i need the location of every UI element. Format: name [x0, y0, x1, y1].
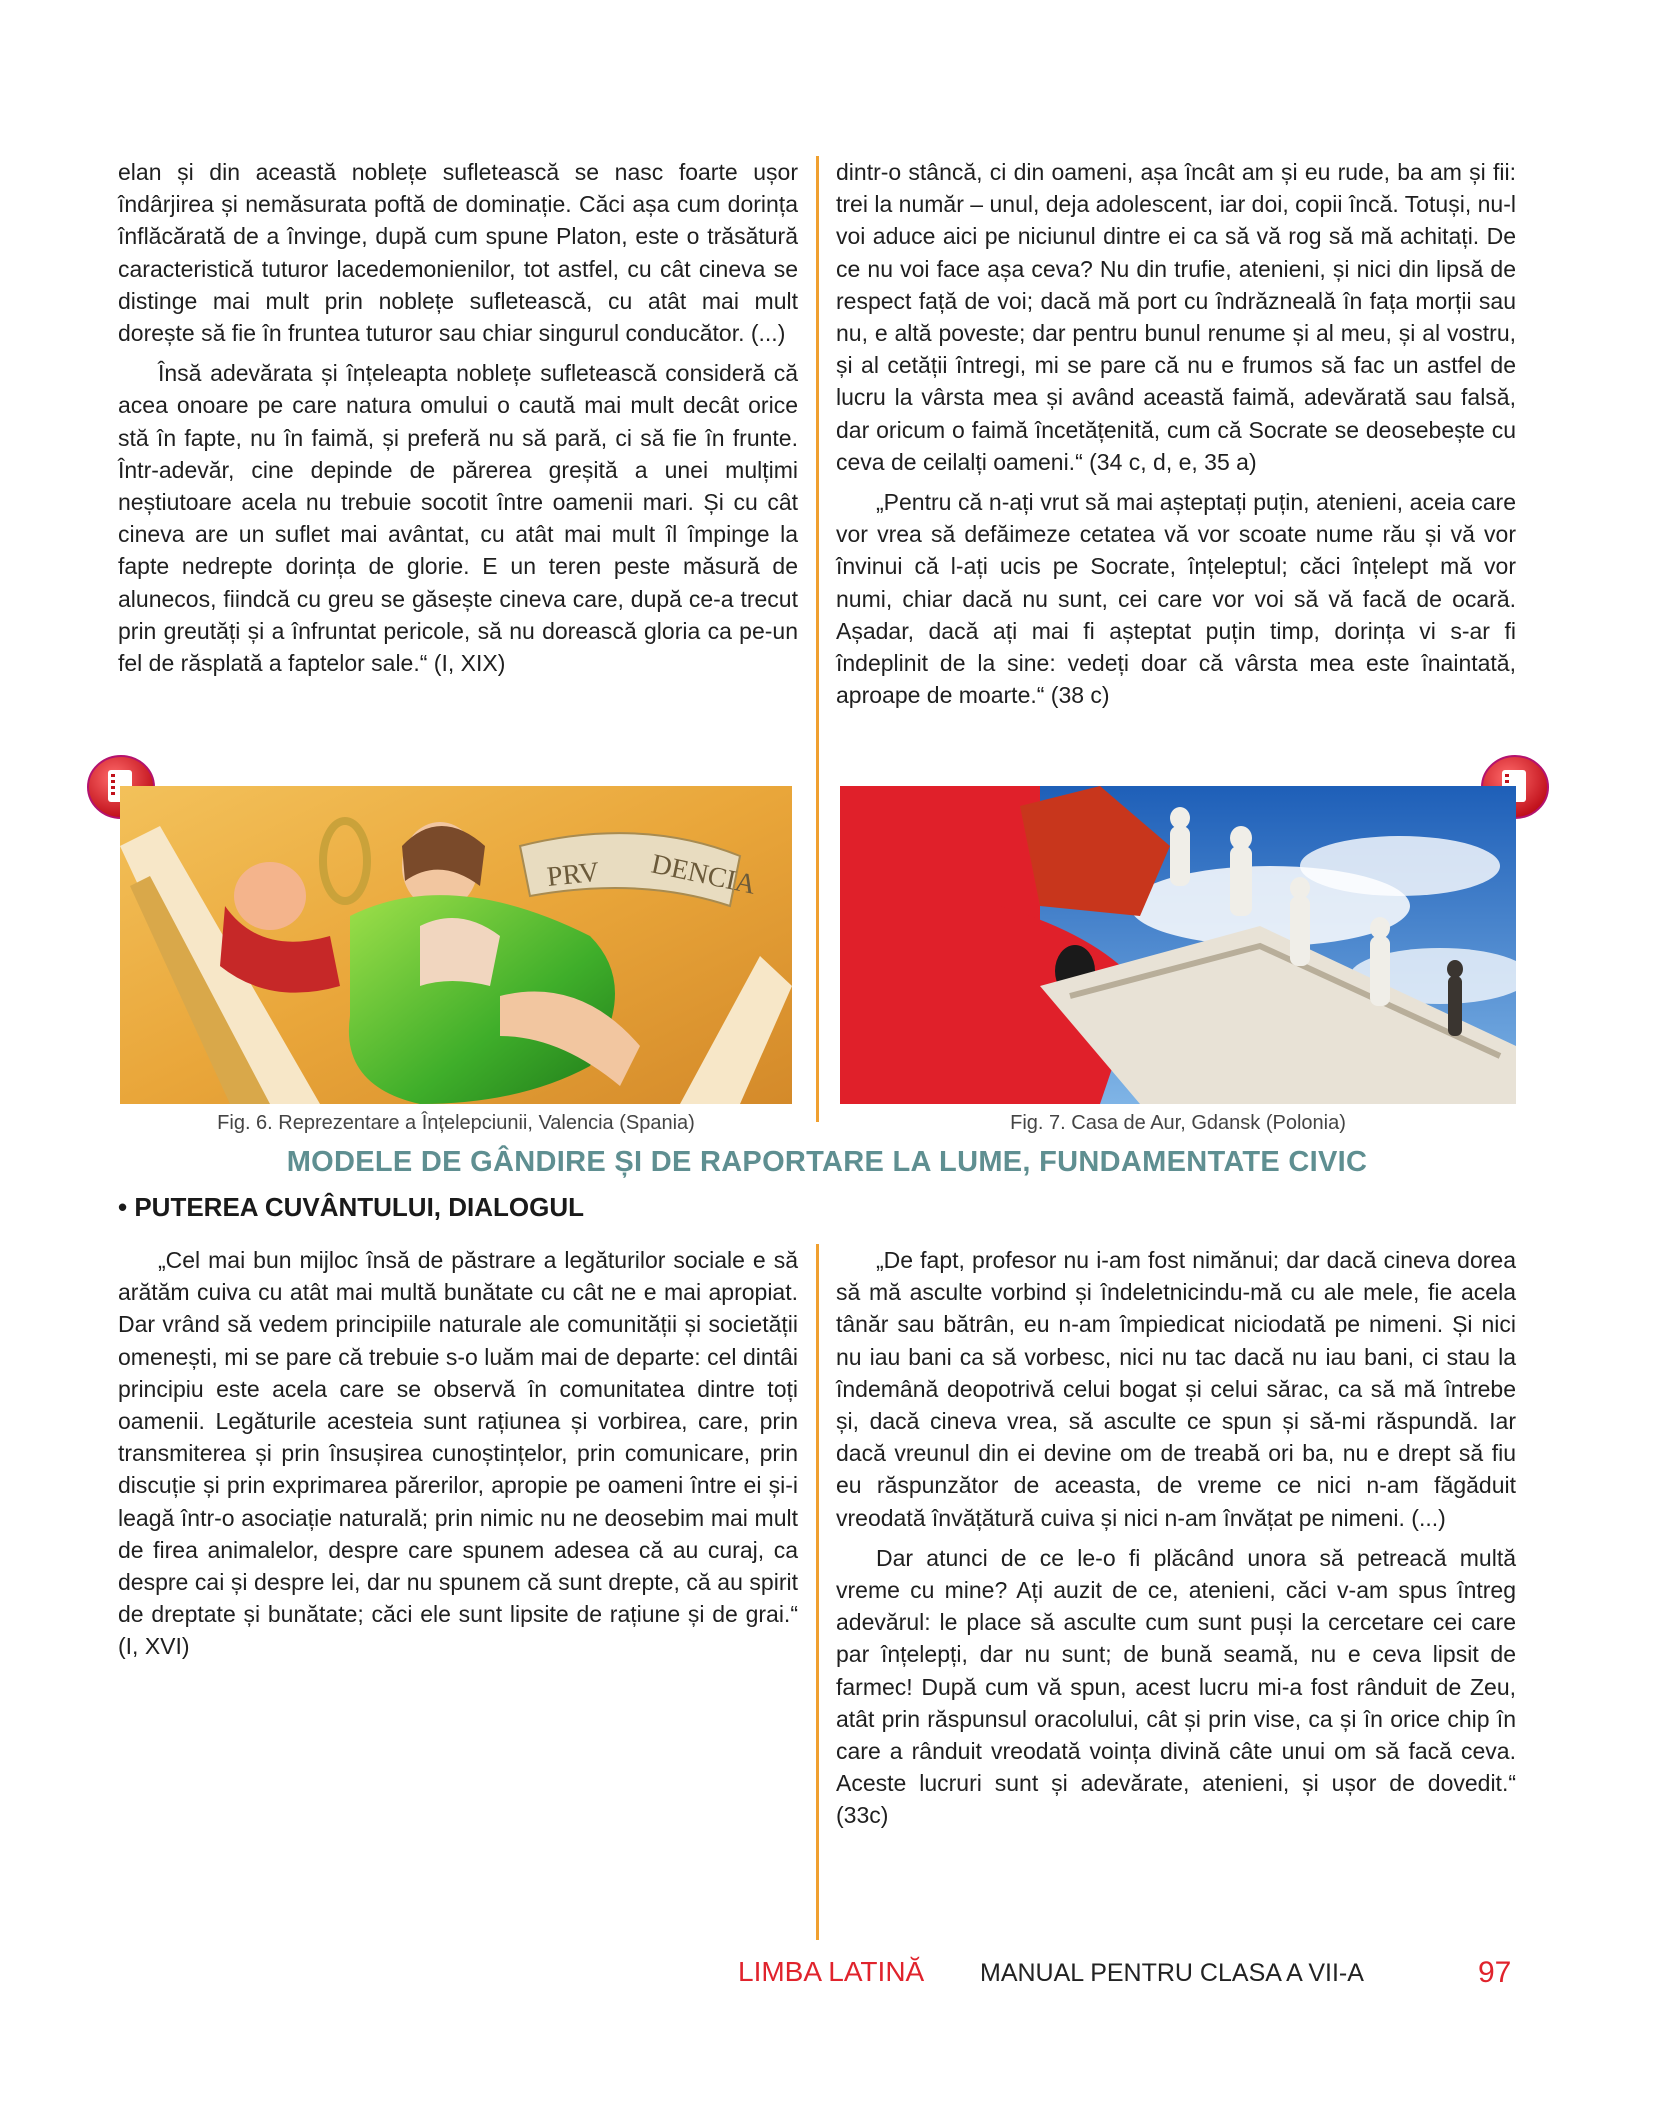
section-title: MODELE DE GÂNDIRE ȘI DE RAPORTARE LA LUME, FUNDAMENTATE CIVIC — [286, 1146, 1368, 1178]
bottom-left-column — [118, 1244, 798, 1671]
top-right-column — [836, 156, 1516, 719]
footer-subject: LIMBA LATINĂ — [738, 1956, 925, 1987]
paragraph: Dar atunci de ce le-o fi plăcând unora să petreacă multă vreme cu mine? Ați auzit de ce, atenieni, căci v-am spus întreg adevărul: le place să asculte cum sunt puși la cercetare cei care par înțelepți, dar nu sunt; de bună seamă, nu e ceva lipsit de farmec! După cum vă spun, acest lucru mi-a fost rânduit de Zeu, atât prin răspunsul oracolului, cât și prin vise, ca și în orice chip în care a rânduit vreodată voința divină câte unui om să facă ceva. Aceste lucruri sunt și adevărate, atenieni, și ușor de dovedit.“ (33c) — [836, 1544, 1516, 1829]
paragraph: dintr-o stâncă, ci din oameni, așa încât am și eu rude, ba am și fii: trei la număr – unul, deja adolescent, iar doi, copii încă. Totuși, nu-l voi aduce aici pe niciunul dintre ei ca să vă rog să mă achitați. De ce nu voi face așa ceva? Nu din trufie, atenieni, și nici din lipsă de respect față de voi; dacă mă port cu îndrăzneală în fața morții sau nu, e altă poveste; dar pentru bunul renume și al meu, și al vostru, și al cetății întregi, mi se pare că nu e frumos să fac un astfel de lucru la vârsta mea și având această faimă, adevărată sau falsă, dar oricum o faimă încetățenită, cum că Socrate se deosebește cu ceva de ceilalți oameni.“ (34 c, d, e, 35 a) — [836, 159, 1516, 475]
golden-house-image — [840, 786, 1516, 1104]
banner-text: DENCIA — [648, 848, 759, 901]
page-footer — [0, 1956, 1654, 1996]
paragraph: Însă adevărata și înțeleapta noblețe sufletească consideră că acea onoare pe care natura omului o caută mai mult decât orice stă în fapte, nu în faimă, și preferă nu să pară, ci să fie în frunte. Într-adevăr, cine depinde de părerea greșită a unei mulțimi neștiutoare acela nu trebuie socotit între oamenii mari. Și cu cât cineva are un suflet mai avântat, cu atât mai mult îl împinge la fapte nedrepte dorința de glorie. E un teren peste măsură de alunecos, fiindcă cu greu se găsește cineva care, după ce-a trecut prin greutăți și a înfruntat pericole, să nu dorească gloria ca pe-un fel de răsplată a faptelor sale.“ (I, XIX) — [118, 360, 798, 677]
paragraph: „De fapt, profesor nu i-am fost nimănui; dar dacă cineva dorea să mă asculte vorbind și îndeletnicindu-mă cu ale mele, fie acela tânăr sau bătrân, eu n-am împiedicat niciodată pe nimeni. Și nici nu iau bani ca să vorbesc, nici nu tac dacă nu iau bani, ci stau la îndemână deopotrivă celui bogat și celui sărac, ca să mă întrebe și, dacă cineva vrea, să asculte ce spun și să-mi răspundă. Iar dacă vreunul din ei devine om de treabă ori ba, nu e drept să fiu eu răspunzător de aceasta, de vreme ce nici n-am făgăduit vreodată învățătură cuiva și nici n-am învățat pe nimeni. (...) — [836, 1247, 1516, 1531]
subsection-title: • PUTEREA CUVÂNTULUI, DIALOGUL — [118, 1192, 585, 1222]
paragraph: „Pentru că n-ați vrut să mai așteptați puțin, atenieni, aceia care vor vrea să defăimeze cetatea vă vor scoate nume rău și vă vor învinui că l-ați ucis pe Socrate, înțeleptul; căci înțelept mă vor numi, chiar dacă nu sunt, cei care vor voi să vă facă de ocară. Așadar, dacă ați mai fi așteptat puțin timp, dorința vi s-ar fi îndeplinit de la sine: vedeți doar că vârsta mea este înaintată, aproape de moarte.“ (38 c) — [836, 489, 1516, 709]
figure-caption: Fig. 6. Reprezentare a Înțelepciunii, Valencia (Spania) — [217, 1112, 695, 1134]
banner-text: PRV — [545, 856, 601, 893]
fresco-image — [120, 786, 792, 1104]
paragraph: „Cel mai bun mijloc însă de păstrare a legăturilor sociale e să arătăm cuiva cu atât mai multă bunătate cu cât ne e mai apropiat. Dar vrând să vedem principiile naturale ale comunității și societății omenești, mi se pare că trebuie s-o luăm mai de departe: cel dintâi principiu este acela care se observă în comunitatea dintre toți oamenii. Legăturile acesteia sunt rațiunea și vorbirea, care, prin transmiterea și prin însușirea cunoștințelor, prin comunicare, prin discuție și prin exprimarea părerilor, apropie pe oameni între ei și-i leagă într-o asociație naturală; prin nimic nu ne deosebim mai mult de firea animalelor, despre care spunem adesea că au curaj, ca despre cai și despre lei, dar nu spunem că sunt drepte, că au spirit de dreptate și bunătate; căci ele sunt lipsite de rațiune și de grai.“ (I, XVI) — [118, 1247, 798, 1660]
figure-caption: Fig. 7. Casa de Aur, Gdansk (Polonia) — [1010, 1112, 1346, 1134]
column-divider — [816, 156, 819, 1122]
footer-manual: MANUAL PENTRU CLASA A VII-A — [980, 1959, 1364, 1987]
page-number: 97 — [1478, 1956, 1512, 1989]
column-divider — [816, 1244, 819, 1940]
paragraph: elan și din această noblețe sufletească se nasc foarte ușor îndârjirea și nemăsurata poftă de dominație. Căci așa cum dorința înflăcărată de a învinge, după cum spune Platon, este o trăsătură caracteristică tuturor lacedemonienilor, tot astfel, cu cât cineva se distinge mai mult prin noblețe sufletească, cu atât mai mult dorește să fie în fruntea tuturor sau chiar singurul conducător. (...) — [118, 159, 798, 347]
top-left-column — [118, 156, 798, 687]
bottom-right-column — [836, 1244, 1516, 1840]
